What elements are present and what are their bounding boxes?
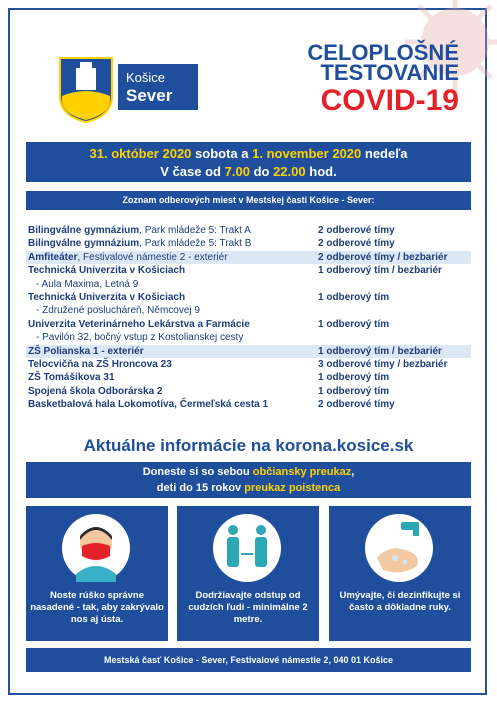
dates-banner [26,142,471,182]
bring-banner [26,462,471,498]
site-location [36,278,138,291]
city-logo [58,56,208,126]
card-handwash [329,506,471,641]
bring-text-1: Doneste si so sebou [142,466,250,478]
site-row [26,264,471,277]
site-team-count: 1 odberový tím [318,318,390,330]
end-date: 1. november 2020 [252,146,362,161]
start-day: sobota a [195,146,249,161]
list-header: Zoznam odberových miest v Mestskej časti Košice - Sever: [26,191,471,210]
site-name: Spojená škola Odborárska 2 [28,385,163,397]
site-team-count: 2 odberové tímy [318,238,395,250]
site-team-count: 2 odberové tímy [318,225,395,236]
site-row [26,358,471,371]
guidance-cards [26,506,471,641]
site-name: Univerzita Veterinárneho Lekárstva a Farmácie [28,318,250,330]
site-location [28,251,228,264]
handwash-circle [365,514,433,582]
site-team-count: 1 odberový tím [318,291,390,303]
site-team-count: 2 odberové tímy / bezbariér [318,251,448,263]
site-team-count: 1 odberový tím [318,385,390,397]
title-covid: COVID-19 [320,84,459,117]
site-location [28,358,172,371]
site-location [28,345,144,358]
title-line-2: TESTOVANIE [320,60,459,85]
site-row [26,345,471,358]
site-name: Bilingválne gymnázium [28,225,140,236]
site-name: Technická Univerzita v Košiciach [28,265,186,277]
card-distance [177,506,319,641]
time-from: 7.00 [224,164,250,179]
distance-circle [213,514,281,582]
site-name: ZŠ Polianska 1 - exteriér [28,345,144,357]
brand-box [118,64,198,110]
site-row [26,398,471,411]
card-distance-text: Dodržiavajte odstup od cudzích ľudí - minimálne 2 metre. [188,590,308,625]
site-location [28,291,185,304]
time-to: 22.00 [273,164,306,179]
bring-text-2: deti do 15 rokov [156,482,242,494]
site-row [26,331,471,344]
info-line: Aktuálne informácie na korona.kosice.sk [83,436,414,455]
card-mask [26,506,168,641]
site-location [28,237,251,250]
site-name: ZŠ Tomášikova 31 [28,372,115,384]
card-handwash-text: Umývajte, či dezinfikujte si často a dôkladne ruky. [339,590,461,613]
site-team-count: 1 odberový tím / bezbariér [318,265,442,277]
distance-people-icon [213,514,281,582]
footer-address: Mestská časť Košice - Sever, Festivalové námestie 2, 040 01 Košice [26,648,471,672]
time-prefix: V čase od [160,164,221,179]
site-detail: - Združené poslucháreň, Němcovej 9 [36,305,200,317]
time-suffix: hod. [309,164,337,179]
site-team-count: 1 odberový tím [318,372,390,384]
title-line-1: CELOPLOŠNÉ [307,40,459,65]
site-row [26,224,471,237]
site-row [26,371,471,384]
site-name: Bilingválne gymnázium [28,238,140,250]
insurance-card-highlight: preukaz poistenca [244,482,341,494]
site-name: Amfiteáter [28,251,78,263]
site-location [36,331,243,344]
site-team-count: 3 odberové tímy / bezbariér [318,358,448,370]
site-detail: - Pavilón 32, bočný vstup z Kostolianskej cesty [36,332,244,344]
mask-circle [62,514,130,582]
mask-person-icon [62,514,130,582]
card-mask-text: Noste rúško správne nasadené - tak, aby zakrývalo nos aj ústa. [30,590,164,625]
crest-icon [58,56,114,124]
site-row [26,304,471,317]
site-detail: , Park mládeže 5: Trakt B [139,238,252,250]
site-team-count: 2 odberové tímy [318,399,395,411]
site-location [28,398,268,411]
start-date: 31. október 2020 [89,146,192,161]
site-row [26,318,471,331]
site-team-count: 1 odberový tím / bezbariér [318,345,442,357]
site-location [28,224,251,237]
sites-list [26,224,471,411]
site-name: Telocvičňa na ZŠ Hroncova 23 [28,358,172,370]
site-name: Basketbalová hala Lokomotíva, Čermeľská cesta 1 [28,399,269,411]
site-detail: , Park mládeže 5: Trakt A [139,225,251,236]
site-row [26,291,471,304]
brand-district: Sever [126,86,173,105]
site-row [26,251,471,264]
site-location [28,371,115,384]
site-location [36,304,200,317]
site-name: Technická Univerzita v Košiciach [28,291,186,303]
site-row [26,278,471,291]
site-location [28,264,185,277]
brand-city: Košice [126,70,166,85]
site-detail: , Festivalové námestie 2 - exteriér [77,251,228,263]
id-card-highlight: občiansky preukaz [252,466,352,478]
site-row [26,237,471,250]
time-mid: do [253,164,270,179]
site-location [28,318,250,331]
end-day: nedeľa [364,146,408,161]
site-location [28,385,163,398]
site-row [26,385,471,398]
bring-comma: , [351,466,355,478]
hand-wash-icon [365,514,433,582]
site-detail: - Aula Maxima, Letná 9 [36,278,139,290]
